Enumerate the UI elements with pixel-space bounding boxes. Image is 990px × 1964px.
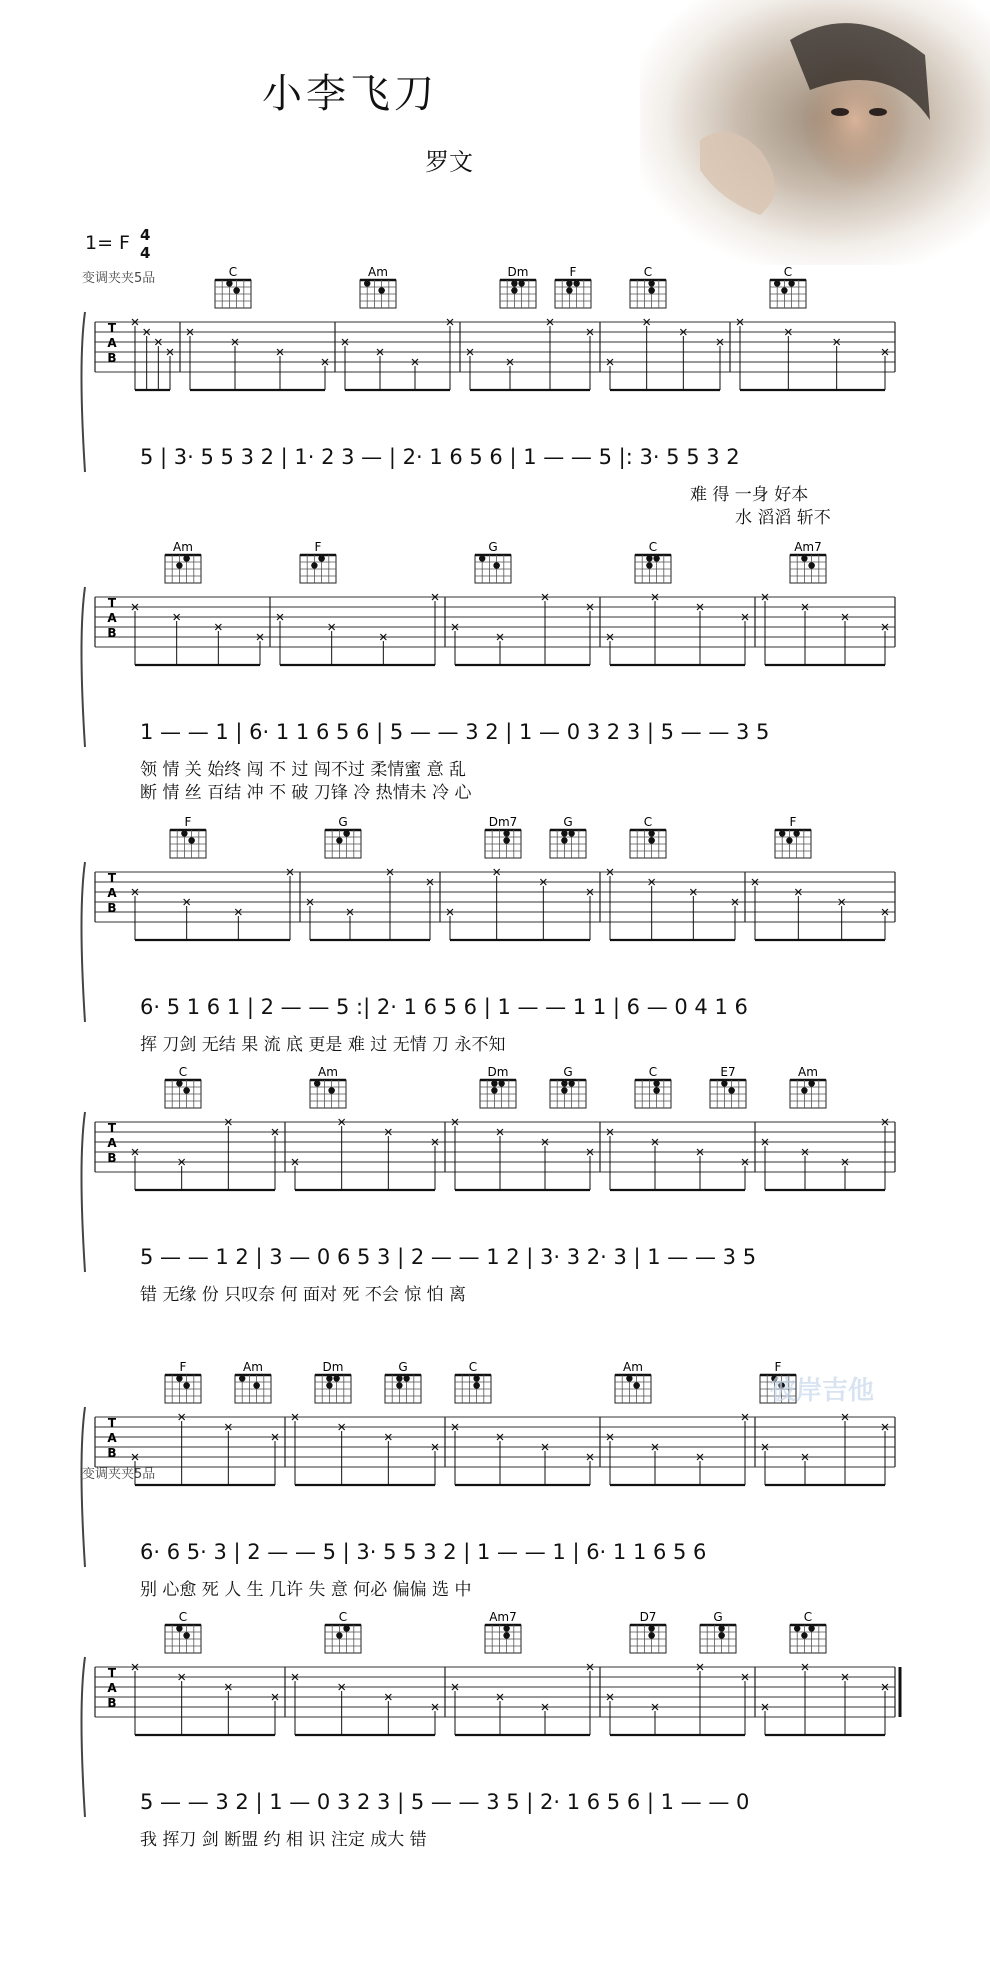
chord-diagram-5 [615, 1360, 651, 1403]
score-row-4 [0, 1060, 990, 1320]
chord-name: C [178, 1065, 188, 1079]
chord-diagram-4 [790, 540, 826, 583]
lyrics-line-1: 领 情 关 始终 闯 不 过 闯不过 柔情蜜 意 乱 [140, 760, 467, 780]
chord-name: G [563, 1065, 573, 1079]
numbered-notation: 6· 6 5· 3 | 2 — — 5 | 3· 5 5 3 2 | 1 — — 1 | 6· 1 1 6 5 6 [140, 1540, 707, 1564]
lyrics-line-1: 挥 刀剑 无结 果 流 底 更是 难 过 无情 刀 永不知 [140, 1035, 506, 1055]
chord-name: F [774, 1360, 782, 1374]
chord-name: Am [243, 1360, 263, 1374]
lyrics-line-1: 错 无缘 份 只叹奈 何 面对 死 不会 惊 怕 离 [140, 1285, 467, 1305]
chord-diagram-0 [170, 815, 206, 858]
chord-diagram-4 [630, 815, 666, 858]
chord-diagram-3 [630, 1610, 666, 1653]
watermark-logo: 彼岸吉他 [770, 1376, 875, 1406]
numbered-notation: 6· 5 1 6 1 | 2 — — 5 :| 2· 1 6 5 6 | 1 — — 1 1 | 6 — 0 4 1 6 [140, 995, 748, 1019]
chord-diagram-3 [550, 1065, 586, 1108]
song-artist: 罗文 [425, 148, 473, 176]
chord-diagram-1 [360, 265, 396, 308]
chord-diagram-0 [165, 1610, 201, 1653]
tab-staff-1 [0, 260, 990, 520]
tab-clef-letter: A [107, 1136, 117, 1150]
chord-diagram-0 [165, 540, 201, 583]
chord-name: C [648, 1065, 658, 1079]
chord-diagram-0 [215, 265, 251, 308]
chord-diagram-2 [485, 1610, 521, 1653]
chord-name: D7 [639, 1610, 657, 1624]
lyrics-line-1: 别 心愈 死 人 生 几许 失 意 何必 偏偏 选 中 [140, 1580, 472, 1600]
numbered-notation: 5 — — 3 2 | 1 — 0 3 2 3 | 5 — — 3 5 | 2· 1 6 5 6 | 1 — — 0 [140, 1790, 750, 1814]
score-row-6 [0, 1605, 990, 1865]
tab-clef-letter: T [107, 1121, 117, 1135]
chord-diagram-4 [455, 1360, 491, 1403]
chord-name: Dm [487, 1065, 509, 1079]
chord-diagram-2 [475, 540, 511, 583]
chord-diagram-1 [310, 1065, 346, 1108]
tab-clef-letter: T [107, 871, 117, 885]
chord-name: G [338, 815, 348, 829]
chord-diagram-0 [165, 1360, 201, 1403]
chord-diagram-1 [235, 1360, 271, 1403]
chord-diagram-3 [635, 540, 671, 583]
chord-name: G [398, 1360, 408, 1374]
tab-clef-letter: A [107, 1681, 117, 1695]
chord-diagram-1 [325, 1610, 361, 1653]
tab-clef-letter: B [107, 901, 117, 915]
chord-name: C [228, 265, 238, 279]
chord-name: G [713, 1610, 723, 1624]
tab-clef-letter: B [107, 1151, 117, 1165]
chord-name: C [803, 1610, 813, 1624]
chord-name: G [563, 815, 573, 829]
chord-diagram-2 [485, 815, 521, 858]
chord-diagram-5 [770, 265, 806, 308]
chord-name: Dm [322, 1360, 344, 1374]
chord-name: C [643, 815, 653, 829]
tab-clef-letter: B [107, 1446, 117, 1460]
chord-diagram-3 [550, 815, 586, 858]
chord-name: C [338, 1610, 348, 1624]
chord-name: Am [368, 265, 388, 279]
chord-name: C [648, 540, 658, 554]
score-row-1 [0, 260, 990, 528]
artist-photo [640, 0, 990, 265]
chord-name: Dm [507, 265, 529, 279]
chord-diagram-3 [555, 265, 591, 308]
key-signature: 1= F [85, 232, 130, 254]
chord-name: C [643, 265, 653, 279]
chord-name: F [569, 265, 577, 279]
chord-diagram-4 [635, 1065, 671, 1108]
tab-clef-letter: B [107, 626, 117, 640]
meter-top: 4 [140, 226, 151, 244]
tab-clef-letter: T [107, 321, 117, 335]
tab-clef-letter: A [107, 1431, 117, 1445]
numbered-notation: 5 — — 1 2 | 3 — 0 6 5 3 | 2 — — 1 2 | 3· 3 2· 3 | 1 — — 3 5 [140, 1245, 757, 1269]
score-row-3 [0, 810, 990, 1070]
chord-diagram-3 [385, 1360, 421, 1403]
tab-clef-letter: T [107, 596, 117, 610]
chord-name: F [184, 815, 192, 829]
chord-diagram-2 [480, 1065, 516, 1108]
chord-name: Am7 [489, 1610, 517, 1624]
chord-name: F [179, 1360, 187, 1374]
chord-name: F [314, 540, 322, 554]
chord-diagram-5 [790, 1610, 826, 1653]
tab-clef-letter: T [107, 1666, 117, 1680]
chord-name: Am [798, 1065, 818, 1079]
chord-diagram-4 [630, 265, 666, 308]
chord-diagram-0 [165, 1065, 201, 1108]
chord-diagram-2 [315, 1360, 351, 1403]
chord-name: C [178, 1610, 188, 1624]
chord-diagram-6 [790, 1065, 826, 1108]
chord-name: C [783, 265, 793, 279]
numbered-notation: 1 — — 1 | 6· 1 1 6 5 6 | 5 — — 3 2 | 1 — 0 3 2 3 | 5 — — 3 5 [140, 720, 770, 744]
tab-clef-letter: T [107, 1416, 117, 1430]
chord-name: G [488, 540, 498, 554]
chord-name: C [468, 1360, 478, 1374]
chord-diagram-4 [700, 1610, 736, 1653]
meter-bottom: 4 [140, 244, 151, 262]
chord-diagram-2 [500, 265, 536, 308]
chord-name: Am7 [794, 540, 822, 554]
chord-diagram-5 [710, 1065, 746, 1108]
tab-clef-letter: B [107, 351, 117, 365]
chord-diagram-1 [325, 815, 361, 858]
tab-clef-letter: A [107, 886, 117, 900]
chord-name: Am [318, 1065, 338, 1079]
lyrics-line-2: 断 情 丝 百结 冲 不 破 刀锋 冷 热情未 冷 心 [140, 783, 472, 803]
chord-name: F [789, 815, 797, 829]
chord-diagram-1 [300, 540, 336, 583]
tab-clef-letter: A [107, 336, 117, 350]
score-row-2 [0, 535, 990, 803]
chord-name: Am [173, 540, 193, 554]
numbered-notation: 5 | 3· 5 5 3 2 | 1· 2 3 — | 2· 1 6 5 6 | 1 — — 5 |: 3· 5 5 3 2 [140, 445, 740, 469]
tab-clef-letter: B [107, 1696, 117, 1710]
chord-name: Am [623, 1360, 643, 1374]
chord-diagram-5 [775, 815, 811, 858]
lyrics-line-2: 水 滔滔 斩不 [735, 508, 831, 528]
capo-note: 变调夹夹5品 [82, 271, 156, 286]
tab-clef-letter: A [107, 611, 117, 625]
song-title: 小李飞刀 [262, 71, 438, 117]
chord-name: E7 [720, 1065, 736, 1079]
lyrics-line-1: 我 挥刀 剑 断盟 约 相 识 注定 成大 错 [140, 1830, 427, 1850]
chord-name: Dm7 [488, 815, 518, 829]
lyrics-line-1: 难 得 一身 好本 [690, 485, 809, 505]
capo-note-repeat: 变调夹夹5品 [82, 1467, 156, 1482]
